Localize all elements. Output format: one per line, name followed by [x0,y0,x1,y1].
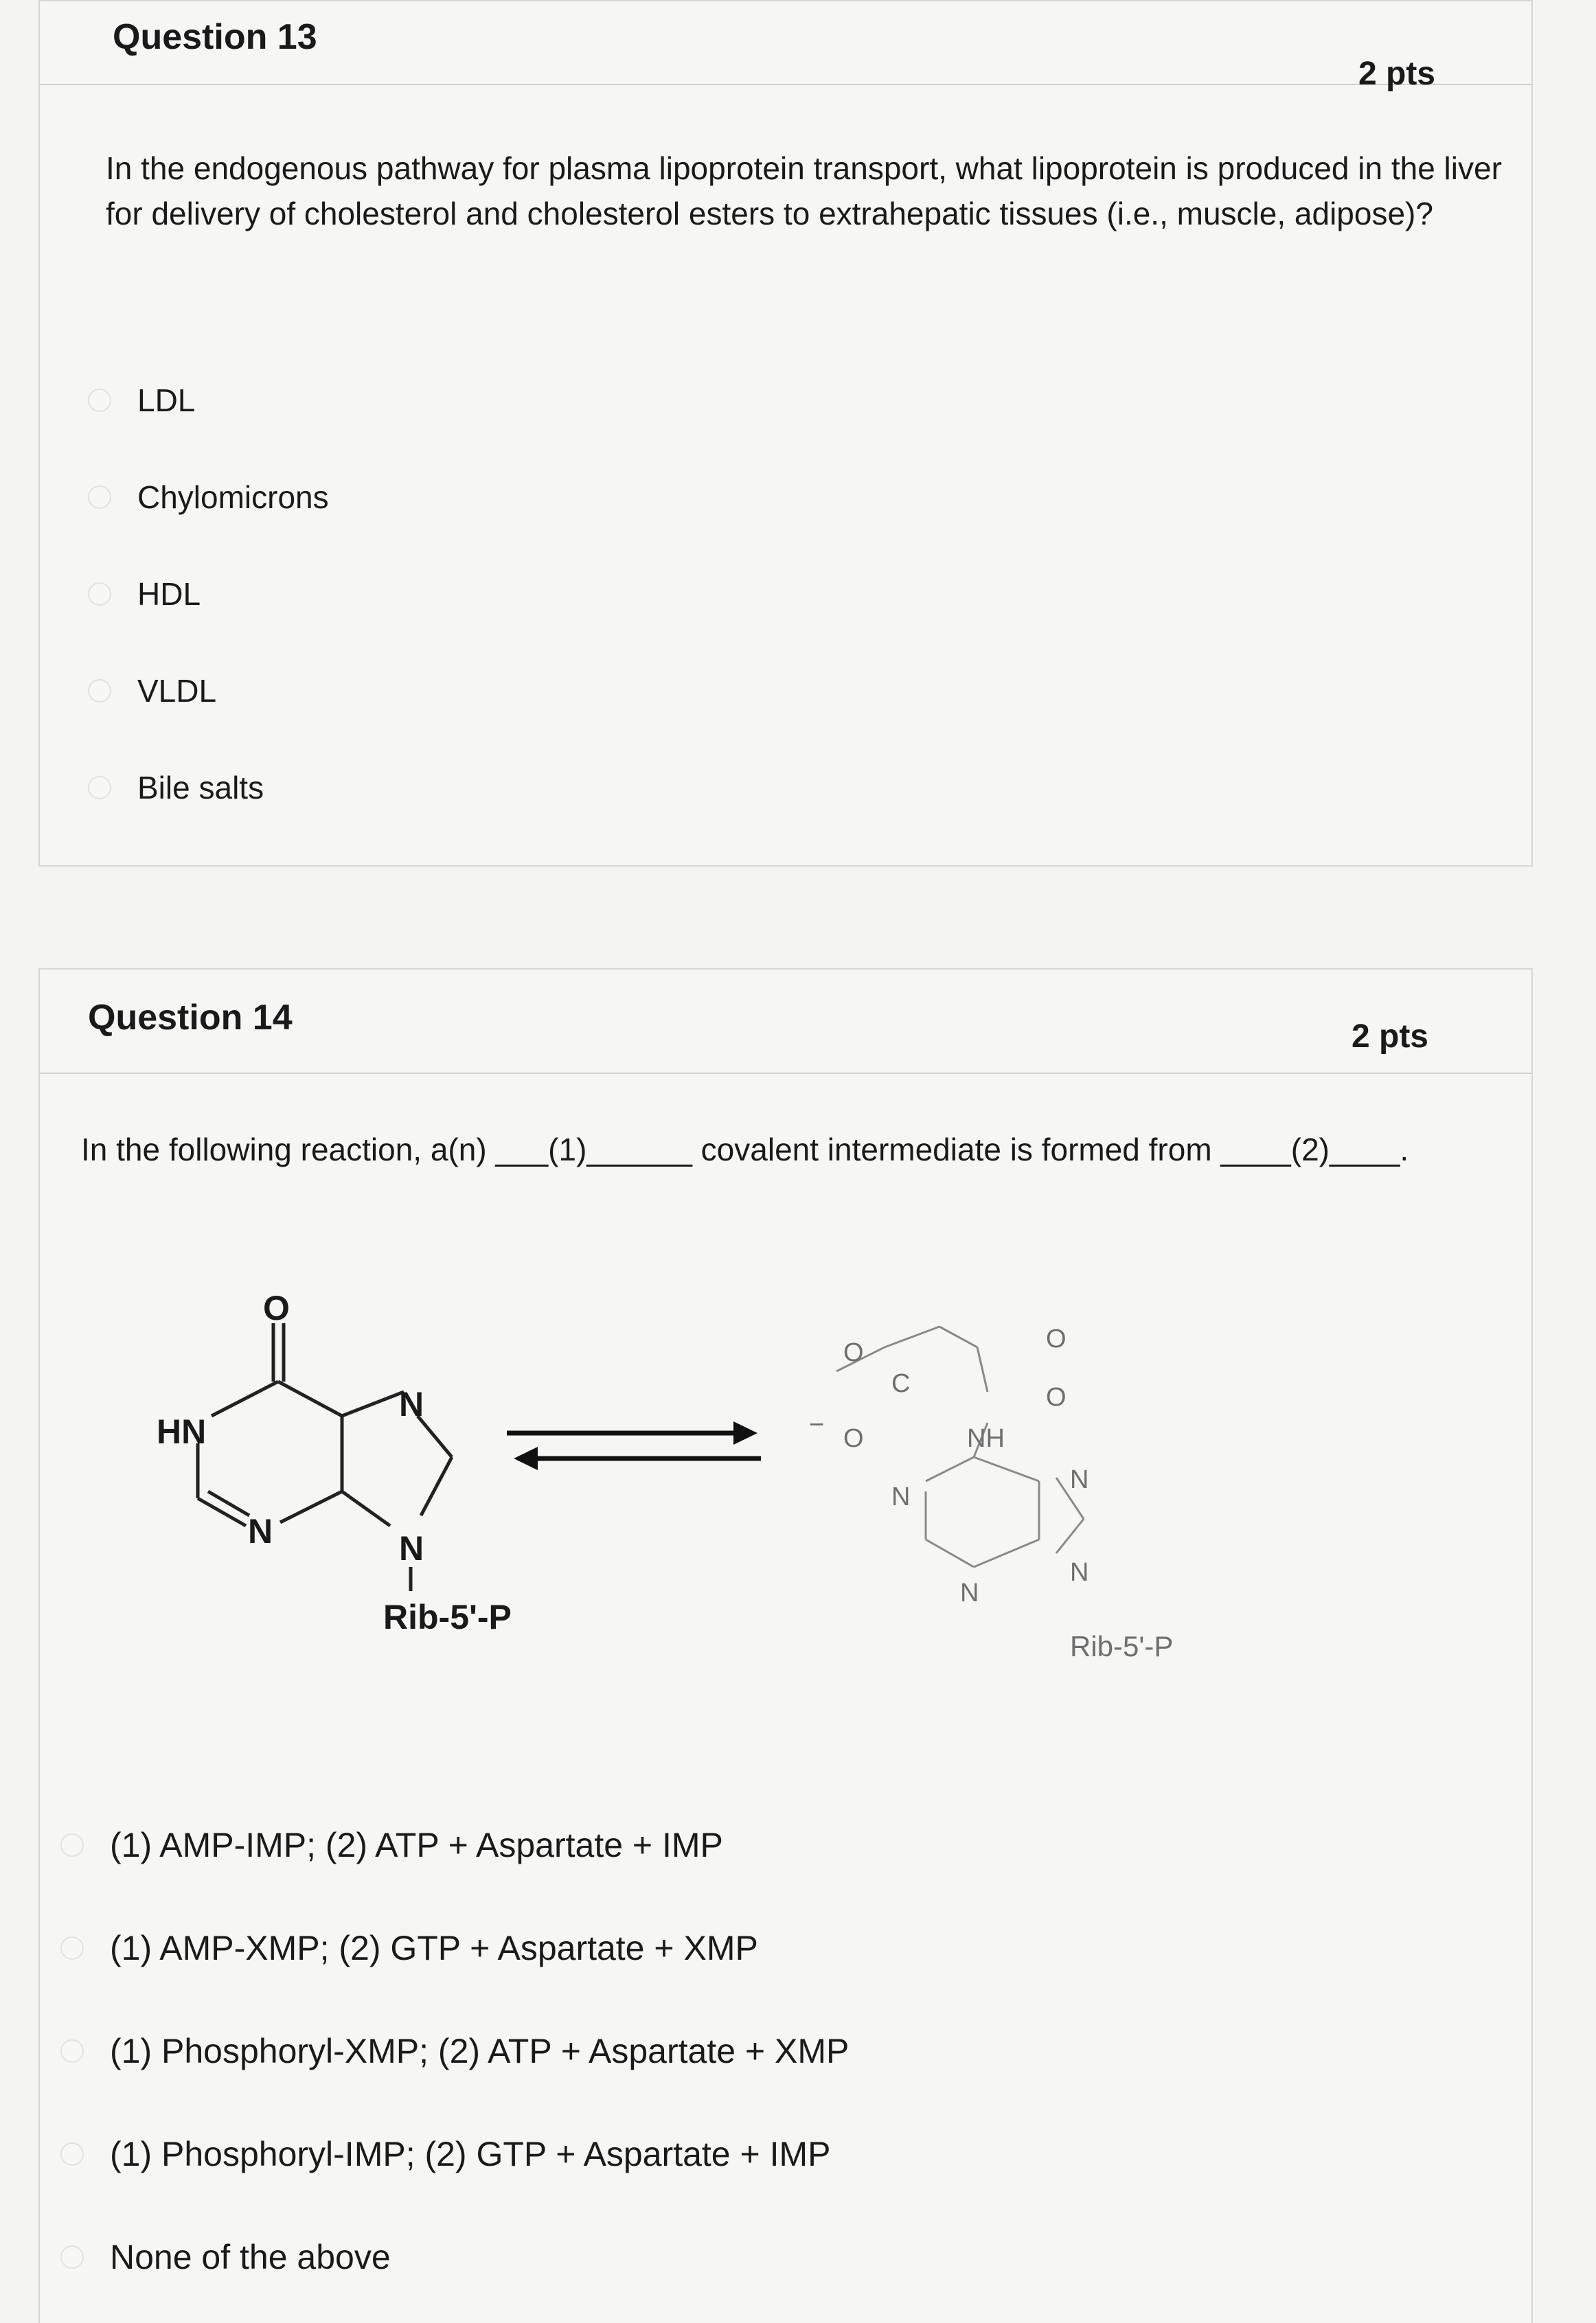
radio-button[interactable] [88,679,111,702]
radio-button[interactable] [60,1833,84,1857]
answer-label: VLDL [137,672,217,709]
atom-label: Rib-5'-P [1070,1630,1174,1662]
question-14-card [38,968,1533,2323]
bond [208,1491,249,1515]
reverse-arrowhead [514,1447,538,1470]
radio-button[interactable] [88,776,111,799]
radio-button[interactable] [88,582,111,606]
bond [939,1327,977,1347]
radio-button[interactable] [88,389,111,412]
question-13-title: Question 13 [113,17,317,57]
atom-label: O [1046,1383,1067,1412]
atom-label: O [843,1338,864,1367]
bond [198,1498,246,1526]
radio-button[interactable] [60,2142,84,2166]
bond [974,1540,1039,1567]
answer-label: LDL [137,382,196,418]
bond [926,1457,974,1481]
atom-label: Rib-5'-P [383,1598,512,1636]
atom-label: O [1046,1325,1067,1353]
bond [342,1392,404,1416]
answer-option[interactable] [110,2103,849,2206]
answer-option[interactable] [110,1794,849,1897]
forward-arrowhead [733,1421,757,1445]
bond [212,1382,278,1416]
question-14-text: In the following reaction, a(n) ___(1)______ covalent intermediate is formed from ____(2)____. [81,1132,1409,1167]
answer-option[interactable] [137,739,329,836]
radio-button[interactable] [88,485,111,509]
answer-option[interactable] [110,2000,850,2103]
answer-option[interactable] [110,1897,849,2000]
radio-button[interactable] [60,2039,84,2063]
atom-label: N [891,1483,911,1511]
radio-button[interactable] [60,1936,84,1960]
adenylosuccinate-structure [836,1327,1084,1567]
answer-label: (1) AMP-XMP; (2) GTP + Aspartate + XMP [110,1929,758,1967]
answer-option[interactable] [137,642,329,739]
question-13-points: 2 pts [1358,56,1435,92]
answer-label: Bile salts [137,769,264,805]
atom-label: HN [157,1412,207,1451]
question-13-card [38,0,1533,867]
question-13-answers [137,352,329,836]
atom-label: O [263,1289,290,1327]
bond [974,1457,1039,1481]
bond [1056,1519,1084,1553]
atom-label: NH [967,1424,1005,1453]
atom-label: N [399,1529,424,1568]
answer-option[interactable] [137,545,329,642]
bond [885,1327,939,1347]
question-14-points: 2 pts [1351,1018,1428,1055]
atom-label: O [843,1424,864,1453]
atom-label: N [960,1579,979,1607]
bond [977,1347,988,1392]
atom-label: N [1070,1465,1089,1494]
answer-label: (1) AMP-IMP; (2) ATP + Aspartate + IMP [110,1826,723,1864]
atom-label: N [399,1385,424,1423]
atom-label: C [891,1369,911,1398]
radio-button[interactable] [60,2245,84,2269]
answer-label: (1) Phosphoryl-XMP; (2) ATP + Aspartate + XMP [110,2032,850,2070]
question-14-header [40,970,1531,1074]
bond [280,1491,342,1522]
atom-label: N [1070,1558,1089,1587]
answer-option[interactable] [137,448,329,545]
charge-label: − [809,1410,825,1439]
answer-option[interactable] [110,2206,849,2309]
question-14-title: Question 14 [88,998,293,1038]
equilibrium-arrows [507,1421,761,1470]
bond [926,1540,974,1567]
question-13-header [40,1,1531,92]
bond [421,1457,452,1515]
answer-option[interactable] [137,352,329,448]
bond [342,1491,390,1526]
answer-label: Chylomicrons [137,479,329,515]
question-14-answers [110,1794,850,2309]
answer-label: (1) Phosphoryl-IMP; (2) GTP + Aspartate + IMP [110,2135,831,2173]
answer-label: None of the above [110,2238,391,2276]
question-13-text: In the endogenous pathway for plasma lipoprotein transport, what lipoprotein is produced in the liver for delivery of cholesterol and cholesterol esters to extrahepatic tissues (i.e., muscle, adipose)? [106,150,1502,231]
atom-label: N [248,1512,273,1550]
bond [278,1382,342,1416]
reaction-diagram [81,1217,1317,1697]
answer-label: HDL [137,575,201,612]
